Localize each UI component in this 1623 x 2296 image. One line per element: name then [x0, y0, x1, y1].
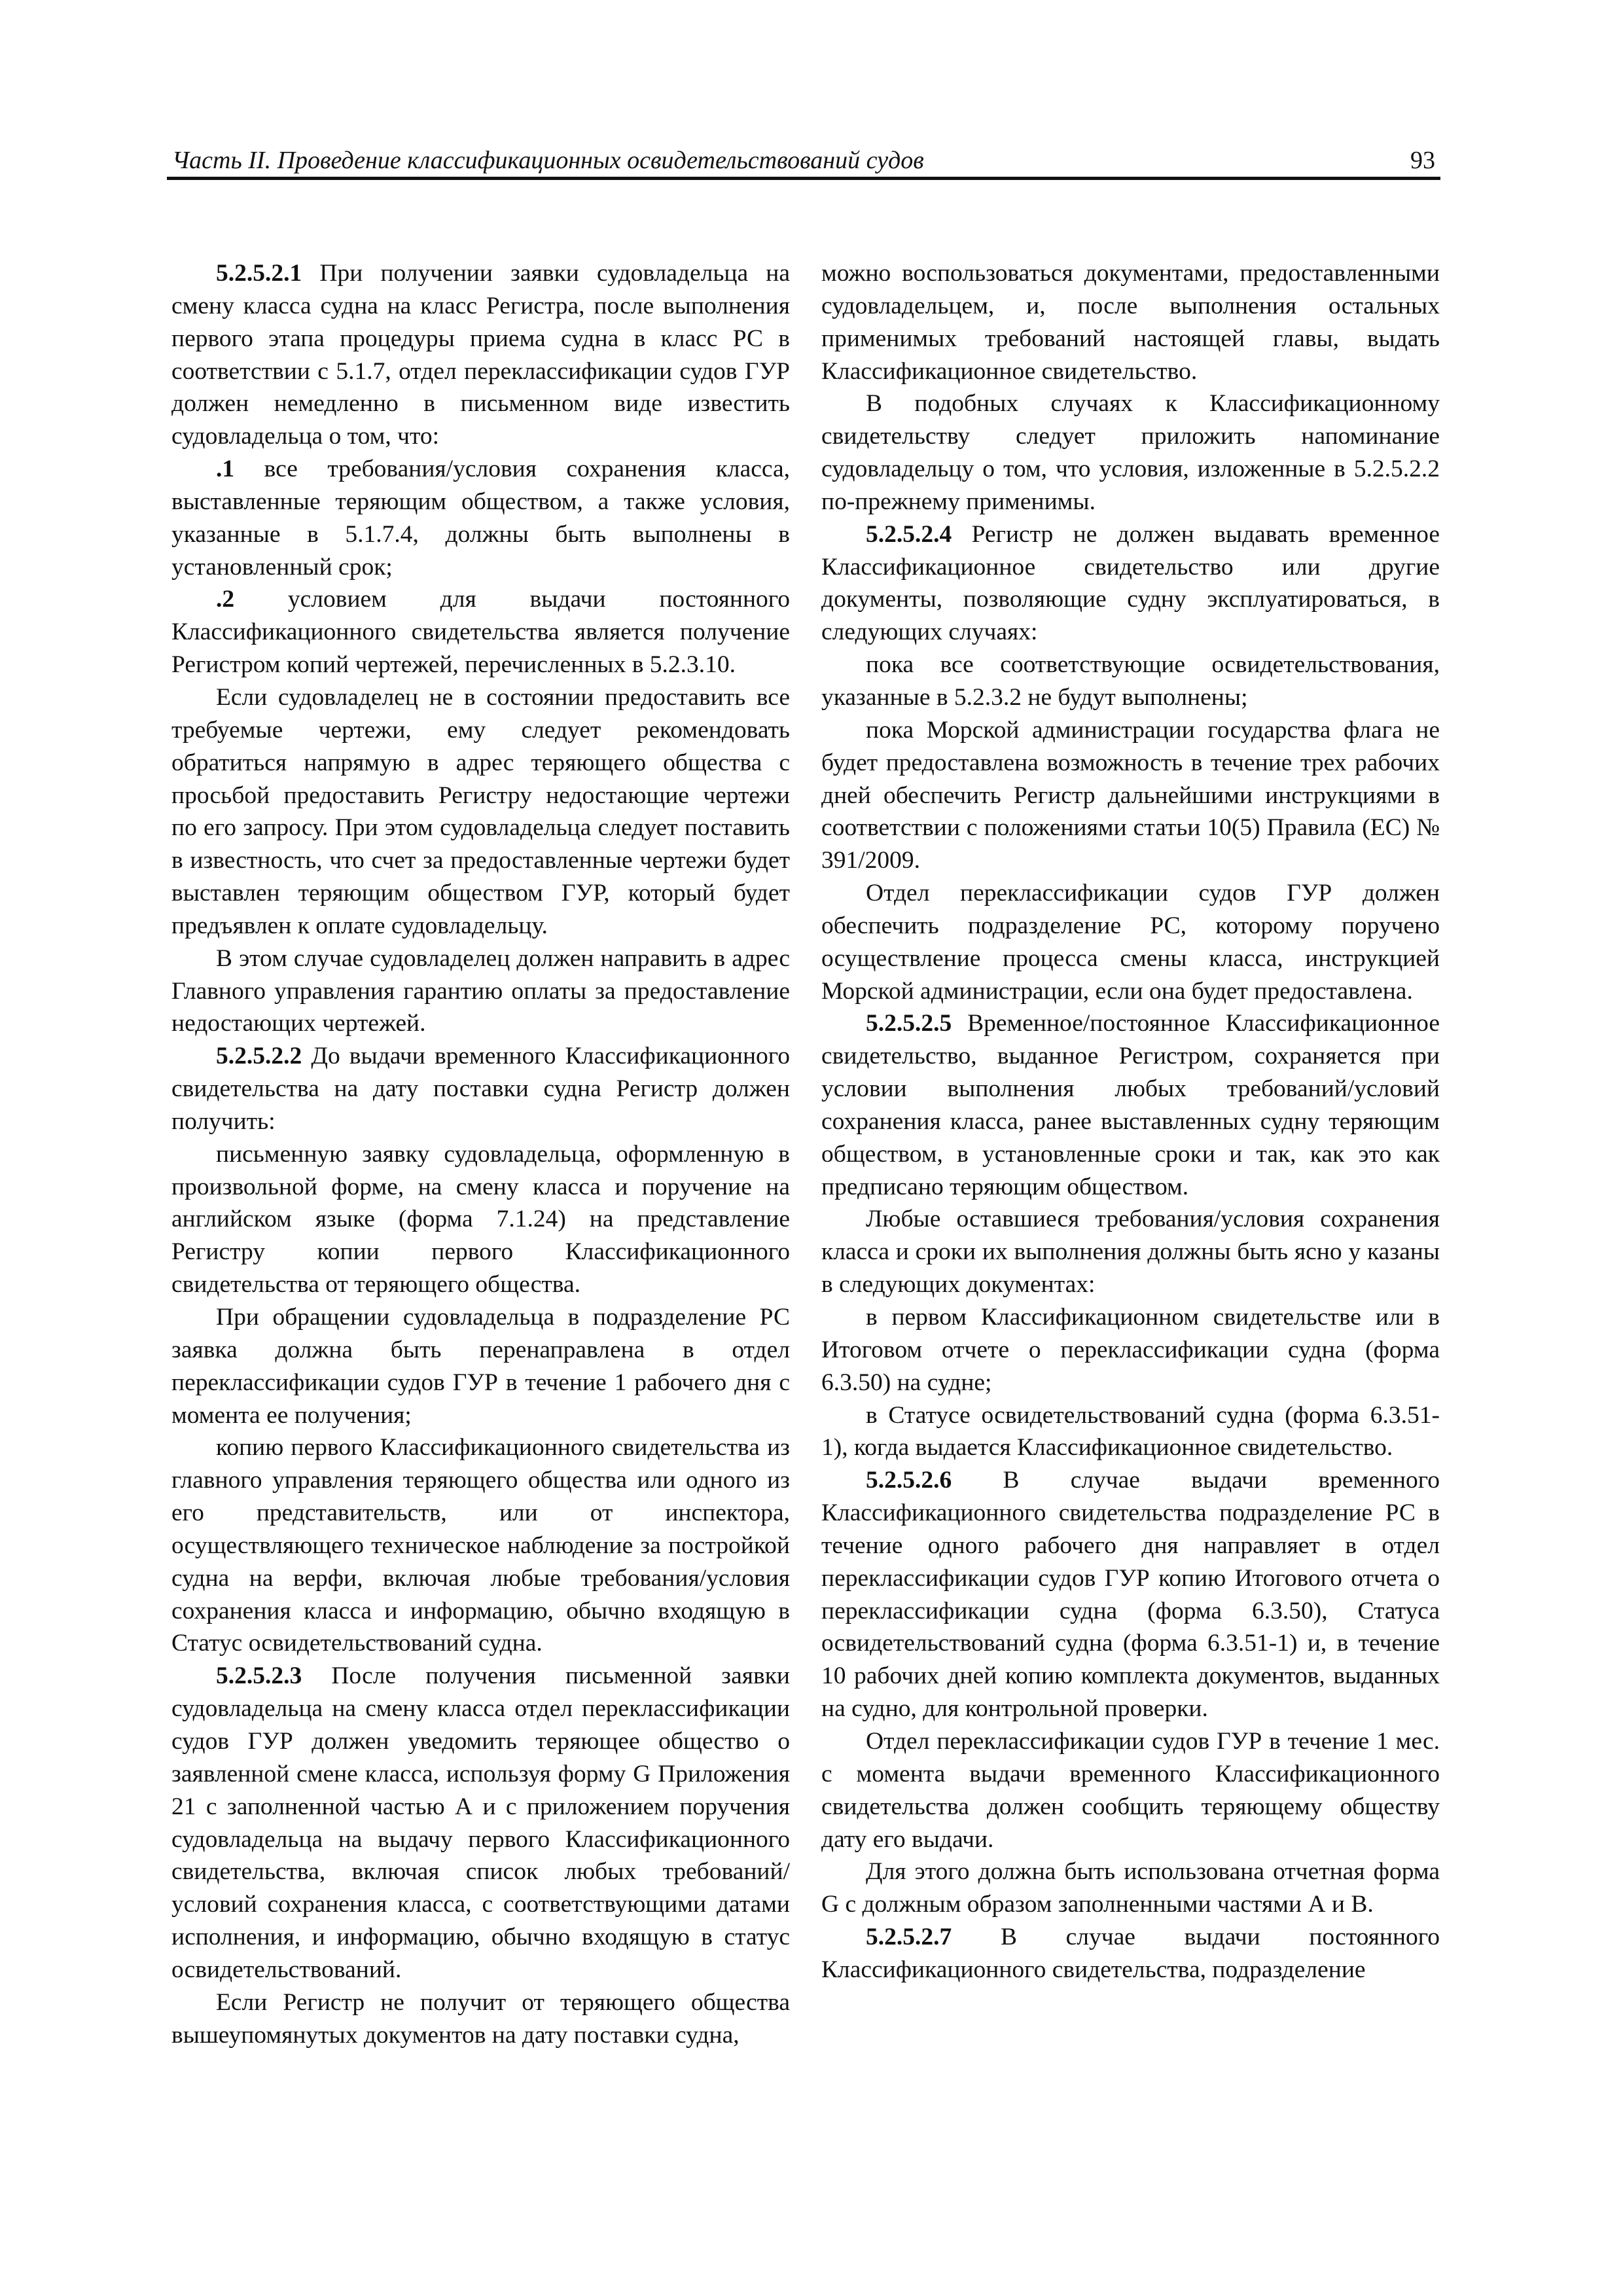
- paragraph-text: в Статусе освидетельствований судна (форма 6.3.51-1), когда выдается Классификационное свидетельство.: [821, 1401, 1440, 1462]
- paragraph: [171, 1660, 790, 1986]
- paragraph-text: До выдачи временного Классификационного свидетельства на дату поставки судна Регистр должен получить:: [171, 1043, 790, 1135]
- clause-number: 5.2.5.2.7: [866, 1924, 952, 1951]
- paragraph-text: пока Морской администрации государства флага не будет предоставлена возможность в течение трех рабочих дней обеспечить Регистр дальнейшими инструкциями в соответствии с положениями статьи 10(5) Правила (ЕС) № 391/2009.: [821, 716, 1440, 874]
- paragraph-text: В случае выдачи постоянного Классификационного свидетельства, подразделение: [821, 1924, 1440, 1983]
- paragraph: [821, 1301, 1440, 1399]
- clause-number: 5.2.5.2.3: [216, 1662, 302, 1690]
- paragraph: [821, 1725, 1440, 1856]
- paragraph: [821, 877, 1440, 1007]
- clause-number: .2: [216, 586, 235, 613]
- paragraph-text: Регистр не должен выдавать временное Классификационное свидетельство или другие документы, позволяющие судну эксплуатироваться, в следующих случаях:: [821, 520, 1440, 646]
- page-number: 93: [1410, 147, 1435, 174]
- paragraph: [821, 518, 1440, 649]
- paragraph-text: После получения письменной заявки судовладельца на смену класса отдел переклассификации судов ГУР должен уведомить теряющее общество о заявленной смене класса, используя форму G Приложения 21 с заполненной частью А и с приложением поручения судовладельца на выдачу первого Классификационного свидетельства, включая список любых требований/условий сохранения класса, с соответствующими датами исполнения, и информацию, обычно входящую в статус освидетельствований.: [171, 1662, 790, 1983]
- paragraph-text: Отдел переклассификации судов ГУР должен обеспечить подразделение РС, которому поручено осуществление процесса смены класса, инструкцией Морской администрации, если она будет предоставлена.: [821, 880, 1440, 1005]
- paragraph-text: Если судовладелец не в состоянии предоставить все требуемые чертежи, ему следует рекомендовать обратиться напрямую в адрес теряющего общества с просьбой предоставить Регистру недостающие чертежи по его запросу. При этом судовладельца следует поставить в известность, что счет за предоставленные чертежи будет выставлен теряющим обществом ГУР, который будет предъявлен к оплате судовладельцу.: [171, 683, 790, 939]
- paragraph: [171, 1138, 790, 1301]
- paragraph-text: все требования/условия сохранения класса, выставленные теряющим обществом, а также условия, указанные в 5.1.7.4, должны быть выполнены в установленный срок;: [171, 456, 790, 581]
- left-text-column: [171, 257, 790, 2051]
- paragraph-text: письменную заявку судовладельца, оформленную в произвольной форме, на смену класса и поручение на английском языке (форма 7.1.24) на представление Регистру копии первого Классификационного свидетельства от теряющего общества.: [171, 1140, 790, 1299]
- paragraph: [171, 1040, 790, 1138]
- paragraph-text: в первом Классификационном свидетельстве или в Итоговом отчете о переклассификации судна (форма 6.3.50) на судне;: [821, 1304, 1440, 1396]
- paragraph: [821, 1921, 1440, 1986]
- paragraph: [821, 714, 1440, 877]
- paragraph: [171, 583, 790, 681]
- paragraph: [821, 257, 1440, 387]
- clause-number: .1: [216, 456, 235, 483]
- paragraph-text: Отдел переклассификации судов ГУР в течение 1 мес. с момента выдачи временного Классификационного свидетельства должен сообщить теряющему обществу дату его выдачи.: [821, 1727, 1440, 1853]
- paragraph-text: условием для выдачи постоянного Классификационного свидетельства является получение Регистром копий чертежей, перечисленных в 5.2.3.10.: [171, 586, 790, 679]
- running-header: [167, 145, 1440, 180]
- paragraph-text: Для этого должна быть использована отчетная форма G с должным образом заполненными частями А и В.: [821, 1858, 1440, 1918]
- paragraph-text: можно воспользоваться документами, предоставленными судовладельцем, и, после выполнения остальных применимых требований настоящей главы, выдать Классификационное свидетельство.: [821, 260, 1440, 385]
- clause-number: 5.2.5.2.2: [216, 1043, 302, 1070]
- paragraph: [171, 257, 790, 453]
- clause-number: 5.2.5.2.1: [216, 260, 302, 287]
- right-text-column: [821, 257, 1440, 1986]
- paragraph: [821, 1856, 1440, 1921]
- header-title: Часть II. Проведение классификационных освидетельствований судов: [172, 147, 924, 174]
- paragraph: [171, 1986, 790, 2052]
- paragraph-text: копию первого Классификационного свидетельства из главного управления теряющего общества или одного из его представительств, или от инспектора, осуществляющего техническое наблюдение за постройкой судна на верфи, включая любые требования/условия сохранения класса и информацию, обычно входящую в Статус освидетельствований судна.: [171, 1434, 790, 1657]
- paragraph-text: Если Регистр не получит от теряющего общества вышеупомянутых документов на дату поставки судна,: [171, 1988, 790, 2049]
- paragraph-text: В случае выдачи временного Классификационного свидетельства подразделение РС в течение одного рабочего дня направляет в отдел переклассификации судов ГУР копию Итогового отчета о переклассификации судна (форма 6.3.50), Статуса освидетельствований судна (форма 6.3.51-1) и, в течение 10 рабочих дней копию комплекта документов, выданных на судно, для контрольной проверки.: [821, 1467, 1440, 1723]
- clause-number: 5.2.5.2.5: [866, 1010, 952, 1037]
- paragraph-text: При получении заявки судовладельца на смену класса судна на класс Регистра, после выполнения первого этапа процедуры приема судна в класс РС в соответствии с 5.1.7, отдел переклассификации судов ГУР должен немедленно в письменном виде известить судовладельца о том, что:: [171, 260, 790, 450]
- paragraph: [171, 1431, 790, 1660]
- paragraph: [821, 1007, 1440, 1203]
- paragraph: [821, 387, 1440, 518]
- paragraph-text: В подобных случаях к Классификационному свидетельству следует приложить напоминание судовладельцу о том, что условия, изложенные в 5.2.5.2.2 по-прежнему применимы.: [821, 390, 1440, 515]
- paragraph-text: При обращении судовладельца в подразделение РС заявка должна быть перенаправлена в отдел переклассификации судов ГУР в течение 1 рабочего дня с момента ее получения;: [171, 1304, 790, 1429]
- paragraph: [821, 1399, 1440, 1465]
- paragraph: [821, 1203, 1440, 1301]
- paragraph-text: Временное/постоянное Классификационное свидетельство, выданное Регистром, сохраняется при условии выполнения любых требований/условий сохранения класса, ранее выставленных судну теряющим обществом, в установленные сроки и так, как это как предписано теряющим обществом.: [821, 1010, 1440, 1200]
- paragraph: [821, 1464, 1440, 1725]
- paragraph: [171, 681, 790, 942]
- paragraph: [171, 1301, 790, 1431]
- paragraph: [171, 942, 790, 1041]
- clause-number: 5.2.5.2.6: [866, 1467, 952, 1494]
- clause-number: 5.2.5.2.4: [866, 520, 952, 548]
- paragraph: [821, 649, 1440, 714]
- paragraph-text: Любые оставшиеся требования/условия сохранения класса и сроки их выполнения должны быть ясно у казаны в следующих документах:: [821, 1206, 1440, 1299]
- paragraph: [171, 453, 790, 583]
- paragraph-text: пока все соответствующие освидетельствования, указанные в 5.2.3.2 не будут выполнены;: [821, 651, 1440, 711]
- paragraph-text: В этом случае судовладелец должен направить в адрес Главного управления гарантию оплаты за предоставление недостающих чертежей.: [171, 944, 790, 1037]
